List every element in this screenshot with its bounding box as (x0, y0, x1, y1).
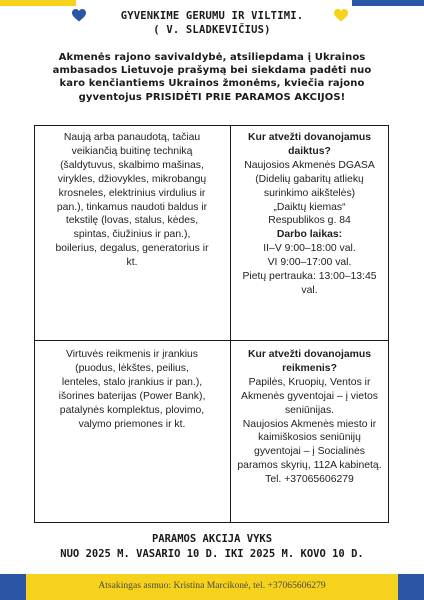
item-line: patalynės komplektus, plovimo, (59, 404, 205, 416)
item-line: lenteles, stalo įrankius ir pan.), (61, 376, 203, 388)
where-line: Naujosios Akmenės miesto ir (242, 418, 377, 430)
responsible-person: Atsakingas asmuo: Kristina Marcikonė, tel. +37065606279 (98, 580, 326, 591)
where-line: Respublikos g. 84 (268, 215, 351, 227)
item-line: išorines baterijas (Power Bank), (58, 390, 206, 402)
items-cell-appliances (38, 131, 226, 270)
where-line: „Daiktų kiemas“ (273, 201, 346, 213)
item-line: boilerius, degalus, generatorius ir (55, 243, 209, 255)
hours-heading: Darbo laikas: (276, 229, 343, 241)
where-line: seniūnijas. (284, 404, 335, 416)
item-line: veikiančią buitinę techniką (71, 145, 193, 157)
item-line: krosneles, elektrinius virdulius ir (58, 187, 206, 199)
item-line: (šaldytuvus, skalbimo mašinas, (60, 159, 204, 171)
where-heading: Kur atvežti dovanojamus (248, 349, 371, 360)
intro-line: gyventojus PRISIDĖTI PRIE PARAMOS AKCIJOS! (78, 91, 346, 103)
where-heading: Kur atvežti dovanojamus (248, 132, 371, 143)
where-heading: reikmenis? (282, 362, 337, 374)
intro-line: ambasados Lietuvoje prašymą bei siekdama padėti nuo (52, 65, 372, 77)
where-line: Akmenės gyventojai – į vietos (241, 390, 378, 402)
item-line: Virtuvės reikmenis ir įrankius (65, 349, 199, 360)
hours-line: Pietų pertrauka: 13:00–13:45 (242, 271, 377, 283)
intro-line: karo kenčiantiems Ukrainos žmonėms, kviečia rajono (59, 78, 365, 90)
item-line: (puodus, lėkštes, peilius, (75, 362, 189, 374)
where-line: surinkimo aikštelės) (263, 187, 356, 199)
items-cell-kitchenware (38, 348, 226, 431)
header-attribution: ( V. SLADKEVIČIUS) (153, 24, 271, 36)
item-line: spintas, čiužinius ir pan.), (73, 229, 191, 241)
hours-line: II–V 9:00–18:00 val. (263, 243, 356, 255)
where-cell-items (234, 131, 385, 298)
intro-line: Akmenės rajono savivaldybė, atsiliepdama į Ukrainos (58, 52, 366, 63)
campaign-dates: NUO 2025 M. VASARIO 10 D. IKI 2025 M. KOVO 10 D. (60, 548, 364, 560)
where-line: Papilės, Kruopių, Ventos ir (248, 376, 371, 388)
table-row-divider (34, 340, 389, 341)
where-cell-supplies (234, 348, 385, 487)
where-line: paramos skyrių, 112A kabinetą. (237, 460, 382, 472)
header-title: GYVENKIME GERUMU IR VILTIMI. (120, 10, 304, 22)
item-line: valymo priemones ir kt. (78, 418, 186, 430)
intro-paragraph (24, 51, 400, 104)
contact-phone: Tel. +37065606279 (265, 474, 354, 486)
where-line: Naujosios Akmenės DGASA (244, 159, 375, 171)
table-column-divider (230, 125, 231, 523)
item-line: tekstilę (lovas, stalus, kėdes, (65, 215, 199, 227)
item-line: virykles, džiovykles, mikrobangų (57, 173, 207, 185)
item-line: Naują arba panaudotą, tačiau (63, 132, 201, 143)
item-line: pan.), tinkamus naudoti baldus ir (56, 201, 208, 213)
item-line: kt. (126, 257, 138, 269)
top-right-blue-strip (352, 0, 424, 6)
where-heading: daiktus? (288, 145, 331, 157)
where-line: gyventojai – į Socialinės (254, 446, 365, 458)
hours-line: VI 9:00–17:00 val. (267, 257, 352, 269)
where-line: (Didelių gabaritų atliekų (255, 173, 364, 185)
top-left-yellow-strip (0, 0, 76, 6)
where-line: kaimiškosios seniūnijų (258, 432, 361, 444)
hours-line: val. (301, 284, 318, 296)
campaign-title: PARAMOS AKCIJA VYKS (151, 533, 273, 545)
